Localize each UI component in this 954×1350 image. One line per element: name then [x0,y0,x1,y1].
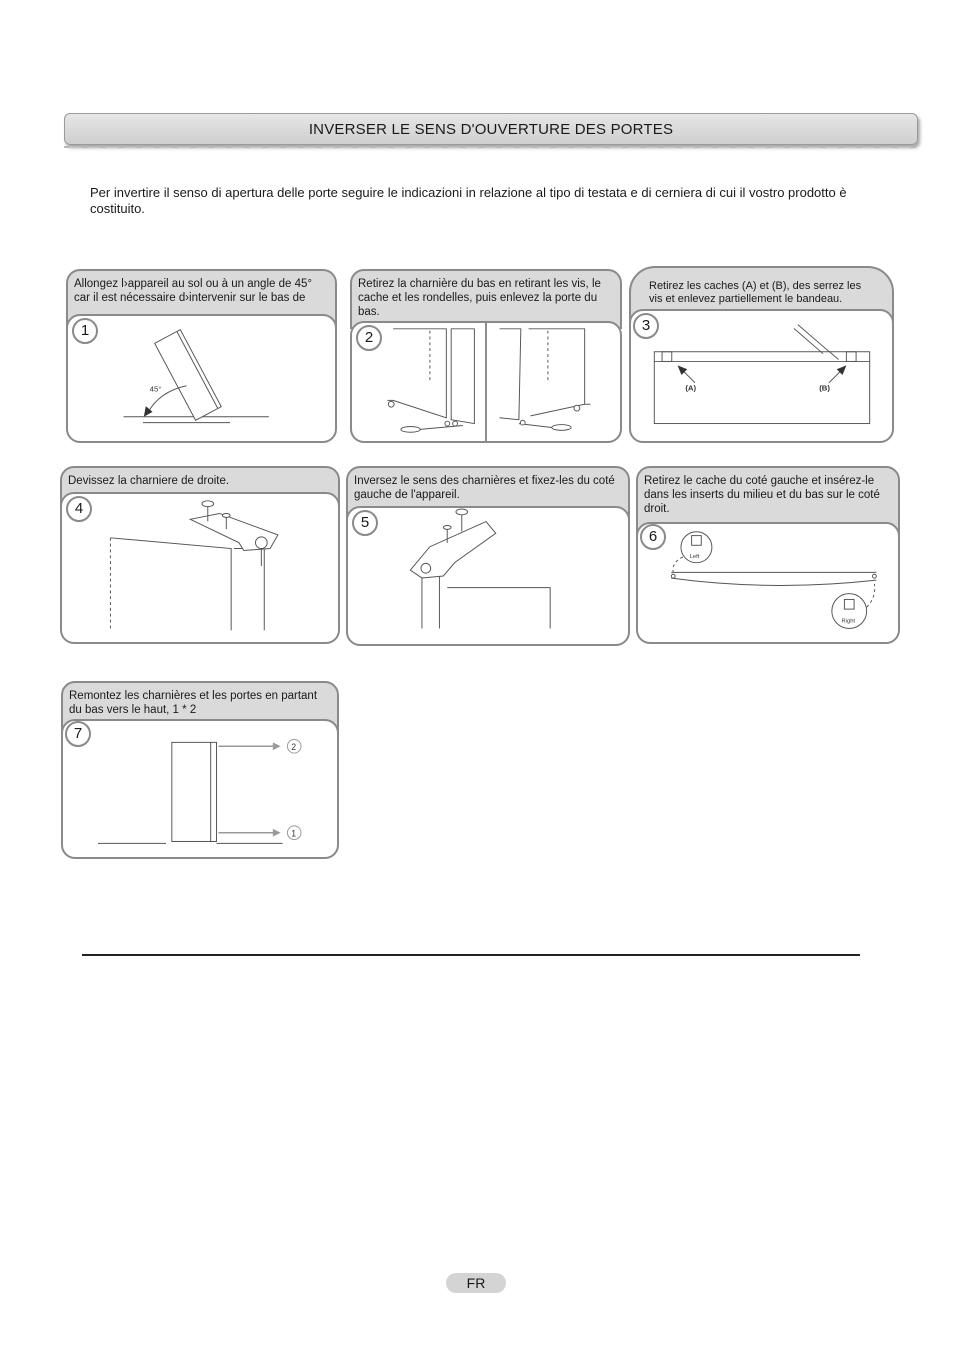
step-1-illustration [68,316,335,441]
step-2-panel [350,321,622,443]
step-2-caption: Retirez la charnière du bas en retirant les vis, le cache et les rondelles, puis enlevez la porte du bas. [350,269,622,329]
section-header-bar [64,113,918,145]
header-dotted-divider [64,146,916,148]
step-4-number: 4 [66,496,92,522]
step-4 [60,466,340,644]
step-7-illustration [63,721,337,857]
step-1-number: 1 [72,318,98,344]
step-3-illustration [631,311,892,441]
step-6-illustration [638,524,898,642]
step-5-illustration [348,508,628,644]
section-title: INVERSER LE SENS D'OUVERTURE DES PORTES [308,121,674,138]
step-3 [629,266,894,443]
label-b: (B) [819,383,830,393]
step-4-panel [60,492,340,644]
step-6-caption: Retirez le cache du coté gauche et insérez-le dans les inserts du milieu et du bas sur le coté droit. [636,466,900,540]
step-3-caption: Retirez les caches (A) et (B), des serrez les vis et enlevez partiellement le bandeau. [629,266,894,326]
step-1-panel [66,314,337,443]
step-6-panel [636,522,900,644]
bottom-divider [82,954,860,956]
step-6 [636,466,900,644]
step-5 [346,466,630,646]
marker-1: 1 [291,828,297,839]
label-a: (A) [685,383,697,393]
label-right: Right [841,618,856,625]
step-5-caption: Inversez le sens des charnières et fixez-les du coté gauche de l'appareil. [346,466,630,524]
intro-paragraph: Per invertire il senso di apertura delle porte seguire le indicazioni in relazione al tipo di testata e di cerniera di cui il vostro prodotto è costituito. [90,185,847,216]
step-1-caption: Allongez l›appareil au sol ou à un angle de 45° car il est nécessaire d›intervenir sur le bas de [66,269,337,329]
step-3-panel [629,309,894,443]
step-2-number: 2 [356,325,382,351]
language-badge: FR [446,1273,506,1293]
step-1 [66,269,337,443]
step-7-panel [61,719,339,859]
step-6-number: 6 [640,524,666,550]
step-7-caption: Remontez les charnières et les portes en partant du bas vers le haut, 1 * 2 [61,681,339,737]
step-2 [350,269,622,443]
label-left: Left [689,553,700,560]
step-4-caption: Devissez la charniere de droite. [60,466,340,510]
step-2-illustration [352,323,620,441]
step-7-number: 7 [65,721,91,747]
angle-label: 45° [149,384,162,394]
step-5-number: 5 [352,510,378,536]
step-5-panel [346,506,630,646]
step-4-illustration [62,494,338,642]
marker-2: 2 [291,742,297,753]
step-3-number: 3 [633,313,659,339]
step-7 [61,681,339,859]
